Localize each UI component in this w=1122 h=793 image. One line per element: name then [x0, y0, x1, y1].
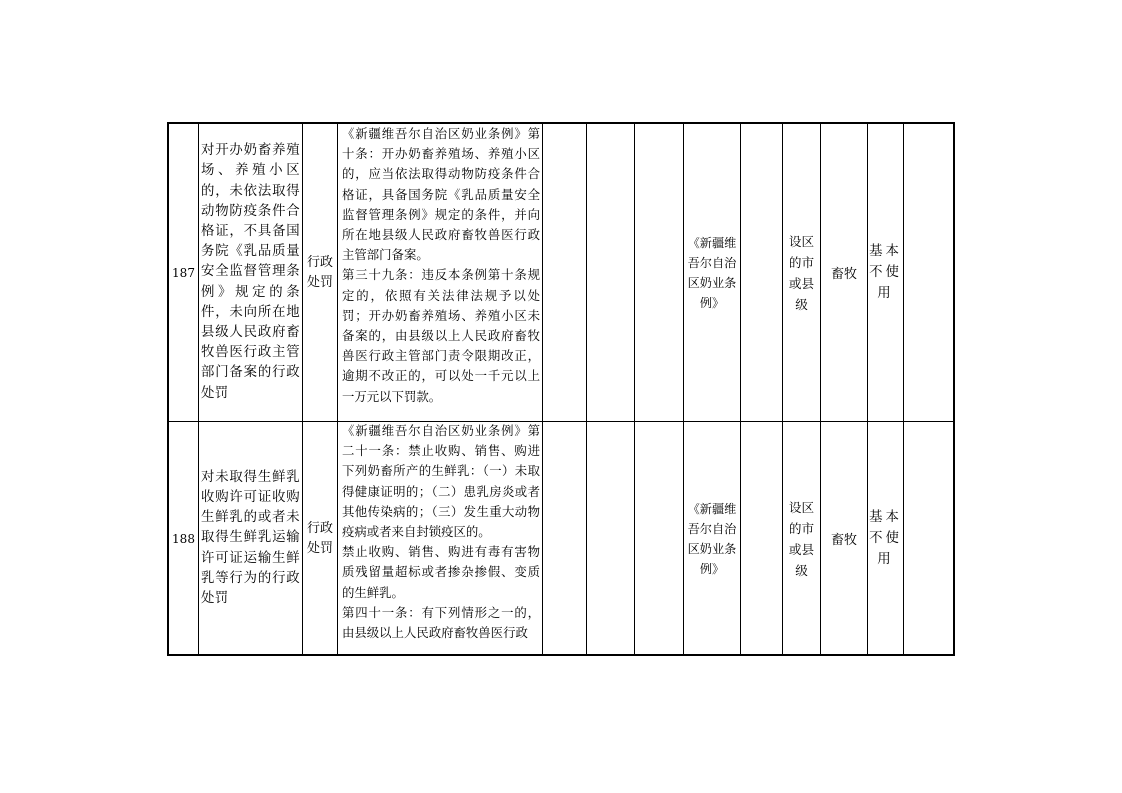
empty-cell: [587, 421, 635, 656]
level-cell: [783, 124, 821, 421]
row-number: 187: [172, 265, 195, 280]
row-number: 188: [172, 531, 195, 546]
table-row: [169, 421, 953, 656]
usage-status: 基本不使用: [869, 244, 902, 301]
legal-basis-cell: [338, 124, 543, 421]
admin-level: 设区的市或县级: [788, 499, 815, 578]
row-number-cell: [169, 124, 199, 421]
item-type: 行政处罚: [306, 254, 333, 290]
empty-cell: [904, 421, 955, 656]
legal-basis-cell: [338, 421, 543, 656]
legal-basis: 《新疆维吾尔自治区奶业条例》第二十一条：禁止收购、销售、购进下列奶畜所产的生鲜乳：（一）未取得健康证明的；（二）患乳房炎或者其他传染病的；（三）发生重大动物疫病或者来自封锁疫区的。 禁止收购、销售、购进有毒有害物质残留量超标或者掺杂掺假、变质的生鲜乳。 第四十一条：有下列情形之一的，由县级以上人民政府畜牧兽医行政: [342, 423, 540, 641]
empty-cell: [904, 124, 955, 421]
law-name: 《新疆维吾尔自治区奶业条例》: [687, 235, 737, 310]
type-cell: [303, 421, 338, 656]
legal-basis: 《新疆维吾尔自治区奶业条例》第十条：开办奶畜养殖场、养殖小区的，应当依法取得动物防疫条件合格证，具备国务院《乳品质量安全监督管理条例》规定的条件，并向所在地县级人民政府畜牧兽医行政主管部门备案。 第三十九条：违反本条例第十条规定的，依照有关法律法规予以处罚；开办奶畜养殖场、养殖小区未备案的，由县级以上人民政府畜牧兽医行政主管部门责令限期改正，逾期不改正的，可以处一千元以上一万元以下罚款。: [342, 126, 540, 404]
law-cell: [684, 124, 741, 421]
row-number-cell: [169, 421, 199, 656]
usage-cell: [868, 124, 904, 421]
admin-level: 设区的市或县级: [788, 233, 815, 312]
type-cell: [303, 124, 338, 421]
empty-cell: [741, 421, 783, 656]
usage-status: 基本不使用: [869, 510, 902, 567]
usage-cell: [868, 421, 904, 656]
level-cell: [783, 421, 821, 656]
permission-table: [167, 122, 955, 656]
department: 畜牧: [830, 267, 857, 282]
empty-cell: [543, 421, 587, 656]
department: 畜牧: [830, 533, 857, 548]
empty-cell: [741, 124, 783, 421]
empty-cell: [635, 124, 684, 421]
empty-cell: [543, 124, 587, 421]
law-cell: [684, 421, 741, 656]
item-name-cell: [199, 421, 303, 656]
item-name-cell: [199, 124, 303, 421]
empty-cell: [635, 421, 684, 656]
department-cell: [821, 421, 868, 656]
item-name: 对未取得生鲜乳收购许可证收购生鲜乳的或者未取得生鲜乳运输许可证运输生鲜乳等行为的行政处罚: [201, 469, 300, 606]
law-name: 《新疆维吾尔自治区奶业条例》: [687, 501, 737, 576]
item-type: 行政处罚: [306, 520, 333, 556]
table-row: [169, 124, 953, 422]
empty-cell: [587, 124, 635, 421]
department-cell: [821, 124, 868, 421]
item-name: 对开办奶畜养殖场、养殖小区的，未依法取得动物防疫条件合格证，不具备国务院《乳品质量安全监督管理条例》规定的条件，未向所在地县级人民政府畜牧兽医行政主管部门备案的行政处罚: [201, 143, 300, 401]
